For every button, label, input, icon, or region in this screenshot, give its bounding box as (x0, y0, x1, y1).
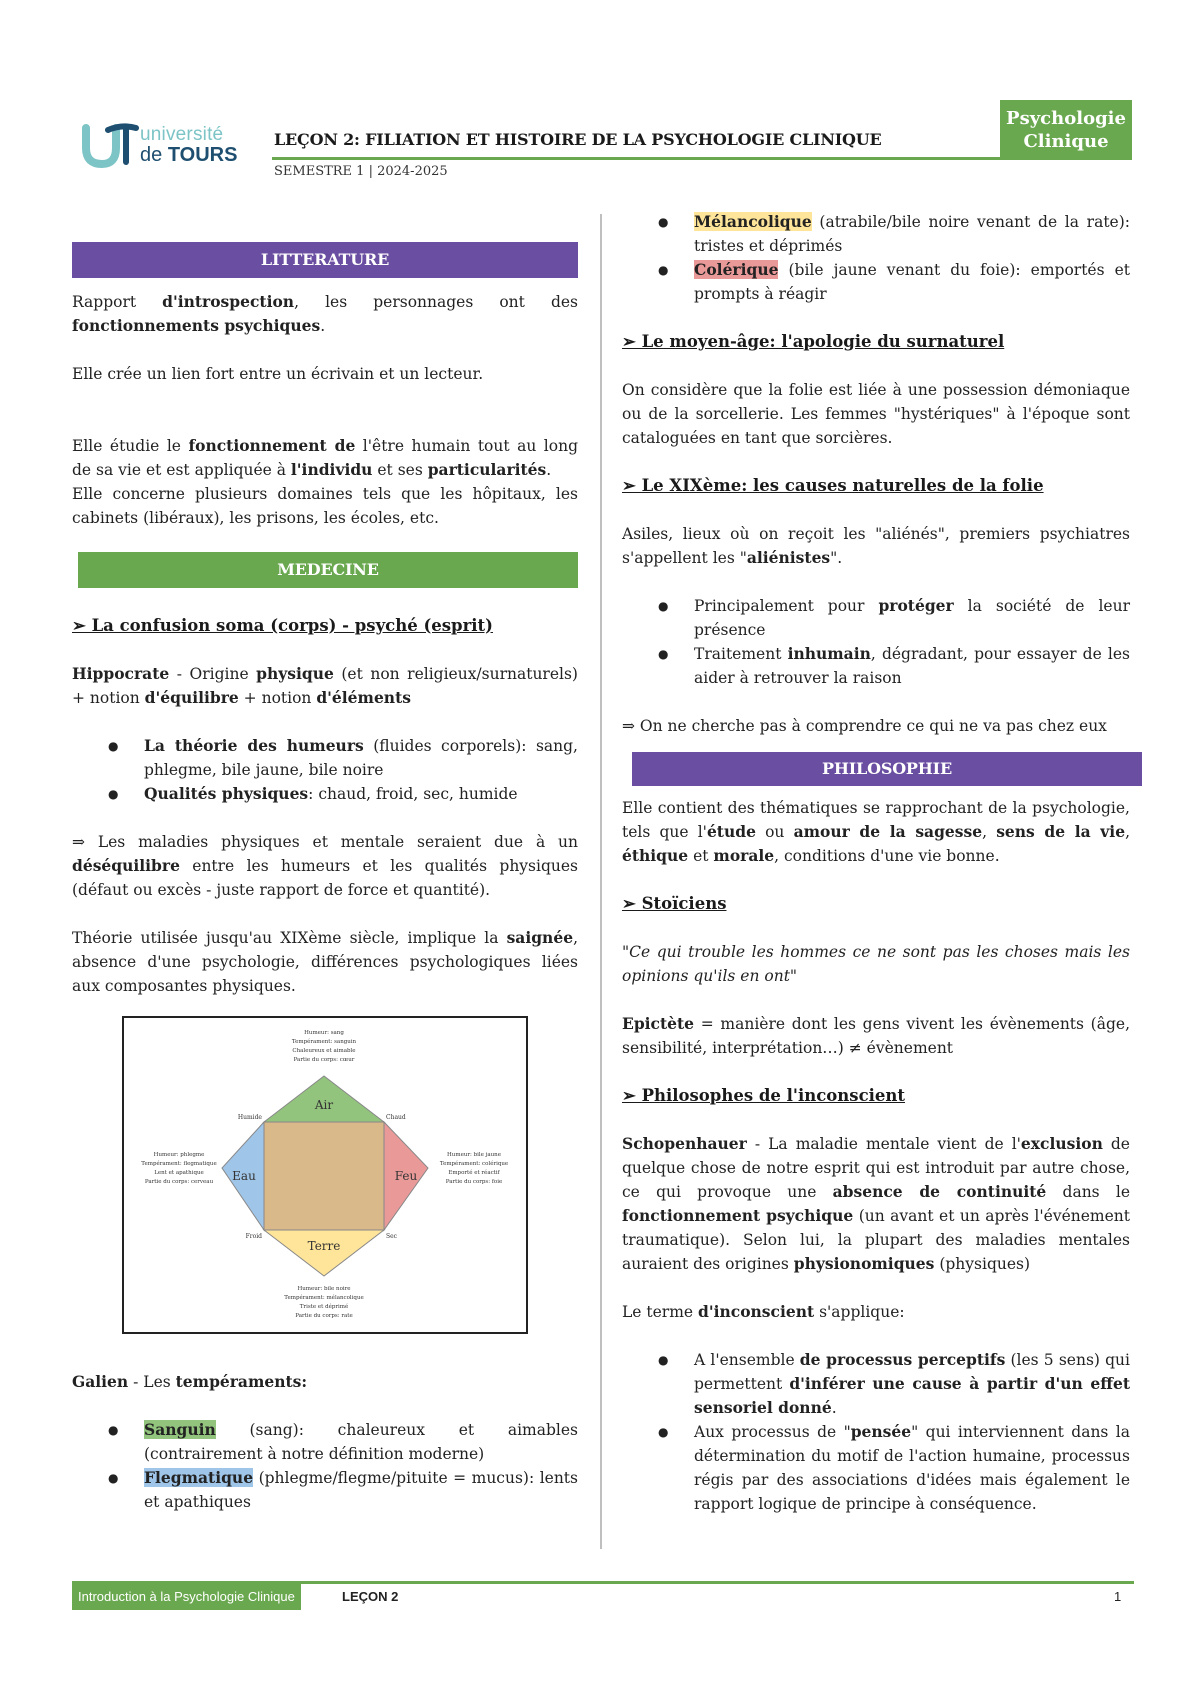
right-text-line: Partie du corps: foie (445, 1179, 503, 1185)
left-text-line: Lent et apathique (154, 1170, 204, 1176)
semester-label: SEMESTRE 1 | 2024-2025 (274, 164, 448, 179)
paragraph: Elle concerne plusieurs domaines tels que les hôpitaux, les cabinets (libéraux), les prisons, les écoles, etc. (72, 485, 578, 527)
paragraph: Rapport d'introspection, les personnages ont des fonctionnements psychiques. (72, 292, 579, 335)
subheading-inconscient: ➢ Philosophes de l'inconscient (622, 1086, 906, 1105)
bottom-text-line: Partie du corps: rate (295, 1313, 353, 1319)
left-text-line: Humeur: phlegme (153, 1152, 205, 1158)
left-text-line: Tempérament: flegmatique (141, 1161, 217, 1167)
bullet-list-temperaments-cont (622, 210, 1130, 306)
footer-lesson: LEÇON 2 (342, 1589, 399, 1604)
paragraph-schopenhauer: Schopenhauer - La maladie mentale vient de l'exclusion de quelque chose de notre esprit qui est introduit par autre chose, ce qui provoque une absence de continuité dans le fonctionnement psychique (un avant et un après l'événement traumatique). Selon lui, la plupart des maladies mentales auraient des origines physionomiques (physiques) (622, 1134, 1130, 1273)
label-feu: Feu (394, 1169, 418, 1183)
bullet-list-temperaments (72, 1418, 578, 1514)
column-divider (600, 214, 602, 1549)
right-text-line: Emporté et réactif (448, 1170, 500, 1176)
paragraph: Elle étudie le fonctionnement de l'être humain tout au long de sa vie et est appliquée à l'individu et ses particularités. (72, 436, 579, 479)
top-text-line: Humeur: sang (304, 1030, 344, 1036)
quote: "Ce qui trouble les hommes ce ne sont pas les choses mais les opinions qu'ils en ont" (622, 943, 1130, 985)
section-banner-philosophie: PHILOSOPHIE (632, 752, 1142, 786)
lesson-title: LEÇON 2: FILIATION ET HISTOIRE DE LA PSYCHOLOGIE CLINIQUE (274, 130, 882, 149)
list-item: ● Aux processus de "pensée" qui interviennent dans la détermination du motif de l'action humaine, processus régis par des associations d'idées mais également le rapport logique de principe à conséquence. (694, 1420, 1130, 1516)
paragraph: ⇒ Les maladies physiques et mentale seraient due à un déséquilibre entre les humeurs et les qualités physiques (défaut ou excès - juste rapport de force et quantité). (72, 833, 578, 899)
list-item: ● Mélancolique (atrabile/bile noire venant de la rate): tristes et déprimés (694, 210, 1130, 258)
bullet-list-humeurs (72, 734, 578, 806)
paragraph: Théorie utilisée jusqu'au XIXème siècle, implique la saignée, absence d'une psychologie, différences psychologiques liées aux composantes physiques. (72, 928, 578, 995)
list-item: ● Flegmatique (phlegme/flegme/pituite = mucus): lents et apathiques (144, 1466, 578, 1514)
list-item: ● Sanguin (sang): chaleureux et aimables (contrairement à notre définition moderne) (144, 1418, 578, 1466)
bullet-list-inconscient (622, 1348, 1130, 1516)
right-text-line: Tempérament: colérique (439, 1161, 509, 1167)
subject-tag-line2: Clinique (1023, 131, 1109, 152)
logo-word-universite: université (140, 124, 224, 145)
university-logo (82, 122, 252, 172)
page-number: 1 (1114, 1589, 1122, 1604)
paragraph: ⇒ On ne cherche pas à comprendre ce qui ne va pas chez eux (622, 717, 1107, 735)
subheading-stoiciens: ➢ Stoïciens (622, 894, 727, 913)
top-text-line: Partie du corps: cœur (293, 1057, 355, 1063)
paragraph: Asiles, lieux où on reçoit les "aliénés", premiers psychiatres s'appellent les "aliénistes". (622, 525, 1130, 567)
label-humide: Humide (237, 1114, 262, 1121)
left-column (72, 210, 578, 1514)
top-text-line: Tempérament: sanguin (291, 1039, 357, 1045)
label-eau: Eau (232, 1169, 256, 1183)
label-sec: Sec (386, 1233, 398, 1240)
paragraph: Le terme d'inconscient s'applique: (622, 1302, 905, 1321)
list-item: ● Principalement pour protéger la société de leur présence (694, 594, 1130, 642)
university-logo-mark-icon (82, 122, 140, 168)
bottom-text-line: Tempérament: mélancolique (284, 1295, 364, 1301)
subheading-moyen-age: ➢ Le moyen-âge: l'apologie du surnaturel (622, 332, 1005, 351)
bottom-text-line: Triste et déprimé (299, 1304, 349, 1310)
list-item: ● Traitement inhumain, dégradant, pour essayer de les aider à retrouver la raison (694, 642, 1130, 690)
bullet-list-asiles (622, 594, 1130, 690)
list-item: ● A l'ensemble de processus perceptifs (les 5 sens) qui permettent d'inférer une cause à partir d'un effet sensoriel donné. (694, 1348, 1130, 1420)
label-air: Air (314, 1098, 334, 1112)
humours-diagram-svg (124, 1018, 526, 1332)
terre-triangle (264, 1230, 384, 1276)
label-chaud: Chaud (386, 1114, 406, 1121)
right-column (622, 210, 1130, 1516)
paragraph-galien: Galien - Les tempéraments: (72, 1372, 308, 1391)
list-item: ● Colérique (bile jaune venant du foie): emportés et prompts à réagir (694, 258, 1130, 306)
list-item: ● La théorie des humeurs (fluides corporels): sang, phlegme, bile jaune, bile noire (144, 734, 578, 782)
logo-word-tours: de TOURS (140, 144, 238, 166)
humours-diagram (122, 1016, 528, 1334)
left-text-line: Partie du corps: cerveau (144, 1179, 214, 1185)
subheading-soma-psyche: ➢ La confusion soma (corps) - psyché (esprit) (72, 616, 493, 635)
label-terre: Terre (307, 1239, 341, 1253)
paragraph: Elle contient des thématiques se rapprochant de la psychologie, tels que l'étude ou amour de la sagesse, sens de la vie, éthique et morale, conditions d'une vie bonne. (622, 799, 1130, 865)
subject-tag (1000, 100, 1132, 160)
subject-tag-line1: Psychologie (1006, 108, 1126, 129)
section-banner-litterature: LITTERATURE (72, 242, 578, 278)
center-square (264, 1122, 384, 1230)
subheading-xixeme: ➢ Le XIXème: les causes naturelles de la folie (622, 476, 1044, 495)
top-text-line: Chaleureux et aimable (292, 1048, 356, 1054)
paragraph: Elle crée un lien fort entre un écrivain et un lecteur. (72, 365, 484, 383)
paragraph-epictete: Epictète = manière dont les gens vivent les évènements (âge, sensibilité, interprétation…) ≠ évènement (622, 1014, 1130, 1057)
footer-course: Introduction à la Psychologie Clinique (72, 1584, 301, 1610)
right-text-line: Humeur: bile jaune (447, 1152, 501, 1158)
paragraph-hippocrate: Hippocrate - Origine physique (et non religieux/surnaturels) + notion d'équilibre + notion d'éléments (72, 664, 578, 707)
label-froid: Froid (245, 1233, 262, 1240)
list-item: ● Qualités physiques: chaud, froid, sec, humide (144, 782, 578, 806)
paragraph: On considère que la folie est liée à une possession démoniaque ou de la sorcellerie. Les femmes "hystériques" à l'époque sont cataloguées en tant que sorcières. (622, 381, 1130, 447)
section-banner-medecine: MEDECINE (78, 552, 578, 588)
bottom-text-line: Humeur: bile noire (297, 1286, 351, 1292)
